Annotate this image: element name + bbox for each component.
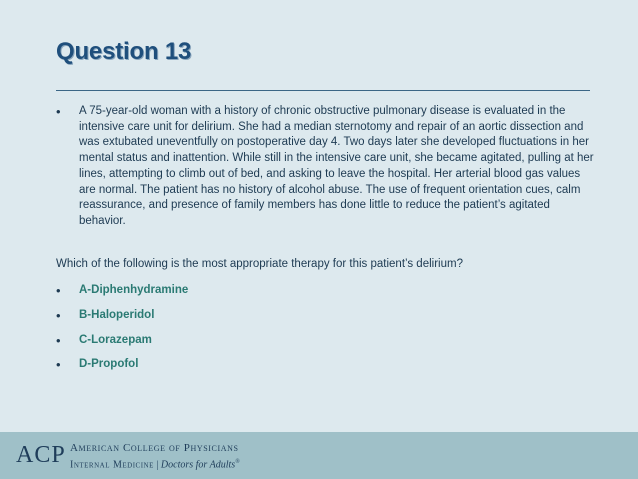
case-bullet (56, 104, 596, 230)
bullet-icon: • (56, 332, 61, 348)
logo-trademark: ® (235, 459, 240, 465)
option-label: A-Diphenhydramine (79, 284, 189, 296)
logo-college-name: American College of Physicians (70, 442, 239, 454)
bullet-icon: • (56, 104, 61, 119)
option-label: D-Propofol (79, 358, 139, 371)
logo-tagline-right: Doctors for Adults (160, 459, 236, 471)
case-text: A 75-year-old woman with a history of chronic obstructive pulmonary disease is evaluated in the intensive care unit for delirium. She had a median sternotomy and repair of an aortic dissection and was extubated uneventfully on postoperative day 4. Two days later she developed fluctuations in her mental status and inattention. While still in the intensive care unit, she became agitated, pulling at her lines, attempting to climb out of bed, and asking to leave the hospital. Her arterial blood gas values are normal. The patient has no history of alcohol abuse. The use of frequent orientation cues, calm reassurance, and presence of family members has done little to reduce the patient’s agitated behavior. (79, 105, 594, 227)
option-label: C-Lorazepam (79, 333, 152, 346)
logo-acronym: ACP (16, 442, 66, 468)
bullet-icon: • (56, 357, 61, 373)
question-text: Which of the following is the most appropriate therapy for this patient’s delirium? (56, 258, 463, 270)
answer-options (56, 284, 456, 383)
option-label: B-Haloperidol (79, 308, 155, 321)
option-d[interactable] (56, 358, 456, 383)
option-a[interactable] (56, 284, 456, 309)
title-divider (56, 90, 590, 91)
slide-title: Question 13 (56, 38, 192, 65)
bullet-icon: • (56, 283, 61, 298)
option-c[interactable] (56, 334, 456, 359)
logo-tagline (70, 456, 240, 471)
option-b[interactable] (56, 309, 456, 334)
logo-tagline-separator: | (153, 459, 161, 471)
bullet-icon: • (56, 307, 61, 323)
logo-tagline-left: Internal Medicine (70, 459, 154, 471)
